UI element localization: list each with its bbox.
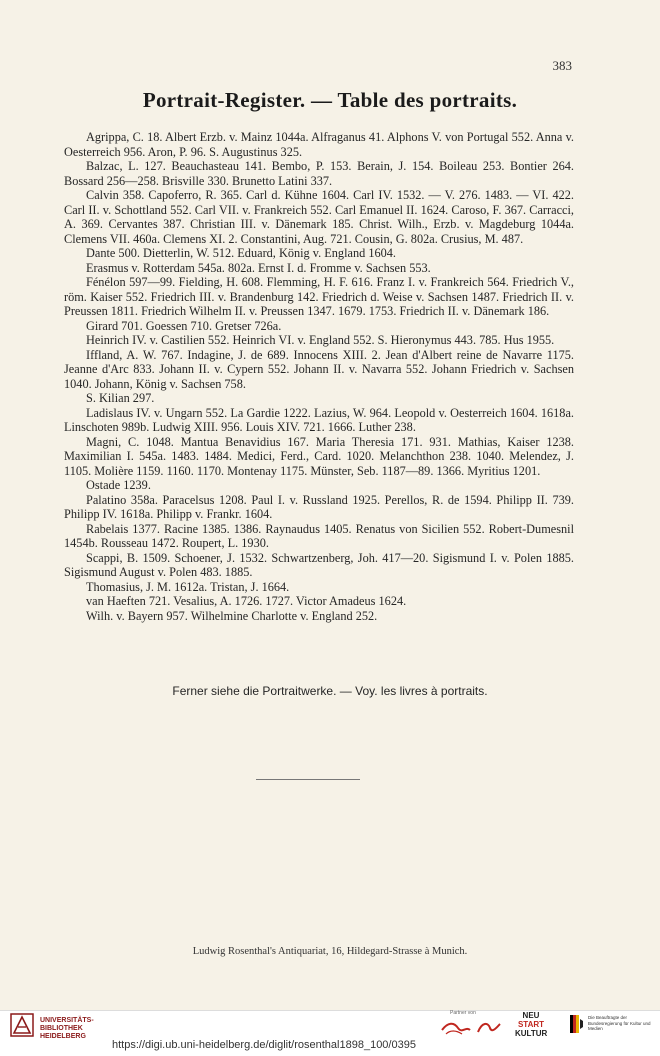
permalink-url[interactable]: https://digi.ub.uni-heidelberg.de/diglit/rosenthal1898_100/0395 [112, 1039, 416, 1051]
divider-rule [256, 779, 360, 780]
library-name-line: BIBLIOTHEK [40, 1025, 83, 1032]
register-entry: Calvin 358. Capoferro, R. 365. Carl d. Kühne 1604. Carl IV. 1532. — V. 276. 1483. — VI. 422. Carl II. v. Schottland 552. Carl VII. v. Frankreich 552. Carl Emanuel II. 1624. Caroso, F. 367. Carracci, A. 369. Cervantes 387. Christian III. v. Dänemark 185. Christ. Wilh., Erzb. v. Magdeburg 1044a. Clemens VII. 460a. Clemens XI. 2. Constantini, Aug. 721. Cousin, G. 802a. Crusius, M. 487. [64, 188, 574, 246]
university-seal-icon[interactable] [10, 1013, 34, 1037]
page-title: Portrait-Register. — Table des portraits. [142, 88, 518, 112]
register-entry: Iffland, A. W. 767. Indagine, J. de 689. Innocens XIII. 2. Jean d'Albert reine de Navarre 1175. Jeanne d'Arc 833. Johann II. v. Cypern 552. Johann II. v. Navarra 552. Johann Friedrich v. Sachsen 1040. Johann, König v. Sachsen 758. [64, 347, 574, 391]
register-entry: Balzac, L. 127. Beauchasteau 141. Bembo, P. 153. Berain, J. 154. Boileau 253. Bontier 264. Bossard 256—258. Brisville 330. Brunetto Latini 337. [64, 159, 574, 188]
register-entry: Girard 701. Goessen 710. Gretser 726a. [86, 318, 282, 333]
federal-eagle-icon [570, 1015, 584, 1033]
register-entry: Ostade 1239. [86, 478, 151, 492]
page-number: 383 [552, 58, 572, 73]
partner-logo-secondary-icon [476, 1020, 502, 1036]
partner-label: Partner von [450, 1010, 476, 1016]
register-entry: Fénélon 597—99. Fielding, H. 608. Flemming, H. F. 616. Franz I. v. Frankreich 564. Friedrich V., röm. Kaiser 552. Friedrich III. v. Brandenburg 142. Friedrich d. Weise v. Sachsen 1487. Friedrich II. v. Preussen 1811. Friedrich Wilhelm II. v. Preussen 1347. 1679. 1753. Friedrich II. v. Dänemark 186. [64, 275, 574, 318]
publisher-imprint: Ludwig Rosenthal's Antiquariat, 16, Hildegard-Strasse à Munich. [192, 946, 468, 957]
university-library-name[interactable] [40, 1017, 94, 1041]
register-entry: Palatino 358a. Paracelsus 1208. Paul I. v. Russland 1925. Perellos, R. de 1594. Philipp II. 739. Philipp IV. 1618a. Philipp v. Frankr. 1604. [64, 492, 574, 521]
register-entry: Heinrich IV. v. Castilien 552. Heinrich VI. v. England 552. S. Hieronymus 443. 785. Hus 1955. [86, 333, 555, 347]
bkm-credit[interactable]: Die Beauftragte der Bundesregierung für Kultur und Medien [588, 1015, 651, 1031]
library-name-line: HEIDELBERG [40, 1033, 86, 1040]
register-entry: Erasmus v. Rotterdam 545a. 802a. Ernst I. d. Fromme v. Sachsen 553. [86, 260, 431, 275]
register-entry: Agrippa, C. 18. Albert Erzb. v. Mainz 1044a. Alfraganus 41. Alphons V. von Portugal 552. Anna v. Oesterreich 956. Aron, P. 96. S. Augustinus 325. [64, 130, 574, 159]
portrait-register [64, 130, 574, 623]
register-entry: van Haeften 721. Vesalius, A. 1726. 1727. Victor Amadeus 1624. [86, 594, 407, 608]
neustart-kultur-logo[interactable] [515, 1011, 547, 1038]
register-entry: Ladislaus IV. v. Ungarn 552. La Gardie 1222. Lazius, W. 964. Leopold v. Oesterreich 1604. 1618a. Linschoten 989b. Ludwig XIII. 956. Louis XIV. 721. 1666. Luther 238. [64, 405, 574, 434]
neustart-line: START [517, 1020, 545, 1029]
register-entry: Thomasius, J. M. 1612a. Tristan, J. 1664. [86, 579, 290, 594]
register-entry: Wilh. v. Bayern 957. Wilhelmine Charlotte v. England 252. [86, 608, 378, 623]
register-entry: Rabelais 1377. Racine 1385. 1386. Raynaudus 1405. Renatus von Sicilien 552. Robert-Dumesnil 1454b. Rousseau 1472. Roupert, L. 1930. [64, 521, 574, 550]
register-entry: Dante 500. Dietterlin, W. 512. Eduard, König v. England 1604. [86, 246, 396, 260]
register-entry: S. Kilian 297. [86, 391, 155, 405]
register-entry: Scappi, B. 1509. Schoener, J. 1532. Schwartzenberg, Joh. 417—20. Sigismund I. v. Polen 1885. Sigismund August v. Polen 483. 1885. [64, 550, 574, 579]
register-entry: Magni, C. 1048. Mantua Benavidius 167. Maria Theresia 171. 931. Mathias, Kaiser 1238. Maximilian I. 545a. 1483. 1484. Medici, Ferd., Card. 1020. Melanchthon 238. 1040. Melendez, J. 1105. Molière 1159. 1160. 1170. Montenay 1175. Münster, Seb. 1187—89. 1366. Myritius 1201. [64, 434, 574, 478]
neustart-line: NEU [522, 1011, 540, 1020]
library-name-line: UNIVERSITÄTS- [40, 1017, 94, 1024]
see-also-note: Ferner siehe die Portraitwerke. — Voy. les livres à portraits. [172, 684, 488, 698]
neustart-line: KULTUR [515, 1029, 548, 1038]
